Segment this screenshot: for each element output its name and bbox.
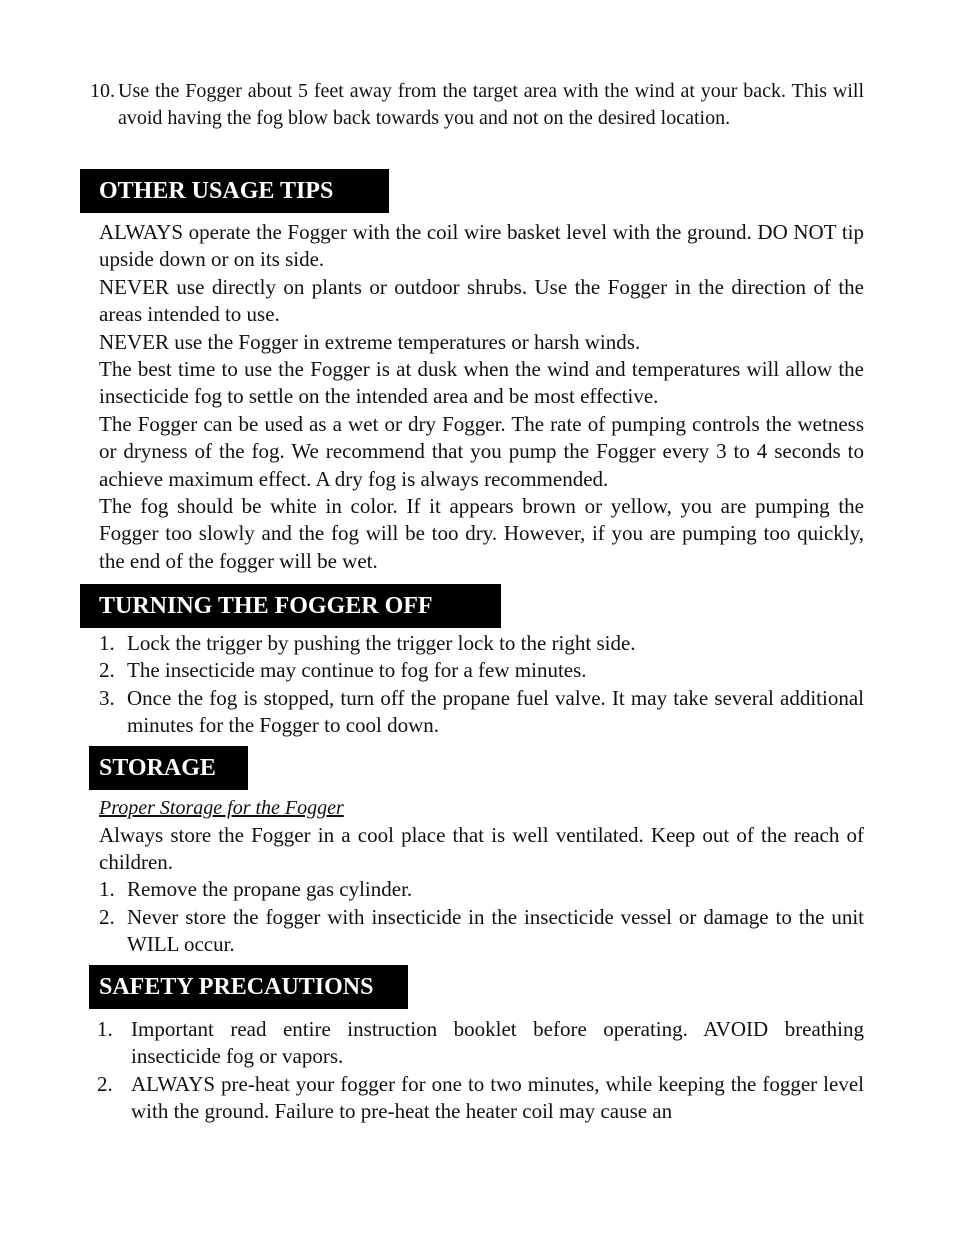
list-number: 10. [90,80,115,102]
paragraph: The best time to use the Fogger is at dusk when the wind and temperatures will allow the insecticide fog to settle on the intended area and be most effective. [99,357,864,409]
paragraph: The Fogger can be used as a wet or dry Fogger. The rate of pumping controls the wetness or dryness of the fog. We recommend that you pump the Fogger every 3 to 4 seconds to achieve maximum effect. A dry fog is always recommended. [99,411,864,491]
storage-subheading: Proper Storage for the Fogger [99,797,344,819]
list-item-text: Remove the propane gas cylinder. [127,877,413,901]
list-item-text: Use the Fogger about 5 feet away from the target area with the wind at your back. This will avoid having the fog blow back towards you and not on the desired location. [118,80,864,130]
list-item-text: ALWAYS pre-heat your fogger for one to two minutes, while keeping the fogger level with the ground. Failure to pre-heat the heater coil may cause an [131,1072,864,1124]
section-heading-turning-off: TURNING THE FOGGER OFF [80,584,501,628]
list-item-text: Once the fog is stopped, turn off the propane fuel valve. It may take several additional minutes for the Fogger to cool down. [127,686,864,738]
storage-intro: Always store the Fogger in a cool place that is well ventilated. Keep out of the reach of children. [99,823,864,875]
list-item-text: Lock the trigger by pushing the trigger lock to the right side. [127,631,636,655]
list-number: 3. [99,686,115,710]
paragraph: NEVER use the Fogger in extreme temperatures or harsh winds. [99,329,641,354]
list-number: 2. [99,905,115,929]
list-number: 2. [97,1072,113,1096]
section-heading-safety-precautions: SAFETY PRECAUTIONS [89,965,408,1009]
paragraph: NEVER use directly on plants or outdoor shrubs. Use the Fogger in the direction of the areas intended to use. [99,274,864,327]
paragraph: ALWAYS operate the Fogger with the coil wire basket level with the ground. DO NOT tip upside down or on its side. [99,220,864,272]
list-item-text: The insecticide may continue to fog for a few minutes. [127,658,587,682]
list-number: 2. [99,658,115,682]
list-item-text: Never store the fogger with insecticide in the insecticide vessel or damage to the unit WILL occur. [127,905,864,957]
list-item-text: Important read entire instruction booklet before operating. AVOID breathing insecticide fog or vapors. [131,1017,864,1069]
list-number: 1. [99,631,115,655]
list-number: 1. [99,877,115,901]
section-heading-storage: STORAGE [89,746,248,790]
list-number: 1. [97,1017,113,1041]
other-usage-tips-body [99,219,864,575]
paragraph: The fog should be white in color. If it appears brown or yellow, you are pumping the Fogger too slowly and the fog will be too dry. However, if you are pumping too quickly, the end of the fogger will be wet. [99,494,864,573]
section-heading-other-usage-tips: OTHER USAGE TIPS [80,169,389,213]
